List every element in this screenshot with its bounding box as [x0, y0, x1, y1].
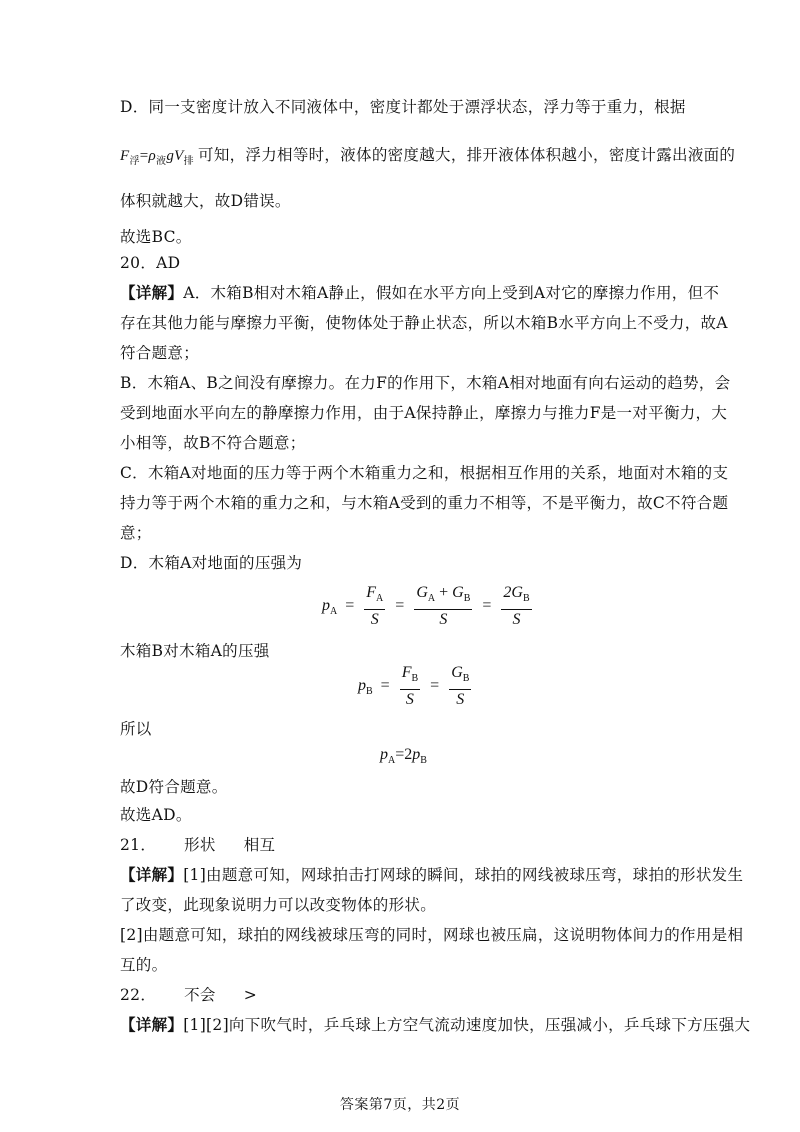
- fraction: $\frac{2G_B}{S}$: [503, 584, 530, 628]
- fraction: $\frac{F_A}{S}$: [366, 584, 384, 628]
- fraction: $\frac{G_B}{S}$: [451, 664, 470, 708]
- q20-b-line-1: B．木箱A、B之间没有摩擦力。在力F的作用下，木箱A相对地面有向右运动的趋势，会: [120, 374, 731, 392]
- q20-b-line-3: 小相等，故B不符合题意；: [120, 434, 306, 452]
- fraction: $\frac{F_B}{S}$: [401, 664, 419, 708]
- d-end-line: 体积就越大，故D错误。: [120, 192, 291, 210]
- pressure-b-formula: $p_B$ = $\frac{F_B}{S}$ = $\frac{G_B}{S}$: [358, 664, 470, 708]
- question-21-answer: 21． 形状 相互: [120, 836, 276, 854]
- question-22-answer: 22． 不会 >: [120, 986, 258, 1004]
- q20-d-line-4: 故D符合题意。: [120, 778, 228, 796]
- detail-tag: 【详解】: [120, 865, 184, 884]
- fraction: $\frac{G_A + G_B}{S}$: [416, 584, 471, 628]
- detail-tag: 【详解】: [120, 1015, 184, 1034]
- q21-line-3: [2]由题意可知，球拍的网线被球压弯的同时，网球也被压扁，这说明物体间力的作用是相: [120, 926, 744, 944]
- q20-c-line-1: C．木箱A对地面的压力等于两个木箱重力之和，根据相互作用的关系，地面对木箱的支: [120, 464, 729, 482]
- q20-a-line-3: 符合题意；: [120, 344, 200, 362]
- pressure-ratio-formula: $p_A=2p_B$: [380, 746, 427, 766]
- buoyancy-formula: $F_浮=\rho_液gV_排$: [120, 148, 194, 167]
- q21-line-4: 互的。: [120, 956, 168, 974]
- q20-d-line-3: 所以: [120, 720, 152, 738]
- pressure-a-formula: $p_A$ = $\frac{F_A}{S}$ = $\frac{G_A + G_B}{S}$ = $\frac{2G_B}{S}$: [322, 584, 530, 628]
- q20-a-line-2: 存在其他力能与摩擦力平衡，使物体处于静止状态，所以木箱B水平方向上不受力，故A: [120, 314, 728, 332]
- q20-d-line-1: D．木箱A对地面的压强为: [120, 554, 303, 572]
- question-20-answer: 20．AD: [120, 254, 181, 272]
- d-intro-line: D．同一支密度计放入不同液体中，密度计都处于漂浮状态，浮力等于重力，根据: [120, 98, 686, 116]
- q20-c-line-2: 持力等于两个木箱的重力之和，与木箱A受到的重力不相等，不是平衡力，故C不符合题: [120, 494, 729, 512]
- q20-b-line-2: 受到地面水平向左的静摩擦力作用，由于A保持静止，摩擦力与推力F是一对平衡力，大: [120, 404, 728, 422]
- q21-line-2: 了改变，此现象说明力可以改变物体的形状。: [120, 896, 437, 914]
- q20-c-line-3: 意；: [120, 524, 152, 542]
- answer-19: 故选BC。: [120, 228, 192, 246]
- q21-line-1: 【详解】[1]由题意可知，网球拍击打网球的瞬间，球拍的网线被球压弯，球拍的形状发生: [120, 865, 744, 884]
- q20-a-line-1: 【详解】A．木箱B相对木箱A静止，假如在水平方向上受到A对它的摩擦力作用，但不: [120, 283, 720, 302]
- answer-20: 故选AD。: [120, 806, 192, 824]
- page-footer: 答案第7页，共2页: [339, 1097, 461, 1113]
- q20-d-line-2: 木箱B对木箱A的压强: [120, 642, 270, 660]
- detail-tag: 【详解】: [120, 283, 184, 302]
- d-cont-text: 可知，浮力相等时，液体的密度越大，排开液体体积越小，密度计露出液面的: [198, 146, 736, 164]
- q22-line-1: 【详解】[1][2]向下吹气时，乒乓球上方空气流动速度加快，压强减小，乒乓球下方压强大: [120, 1015, 751, 1034]
- buoyancy-formula-line: [120, 144, 735, 173]
